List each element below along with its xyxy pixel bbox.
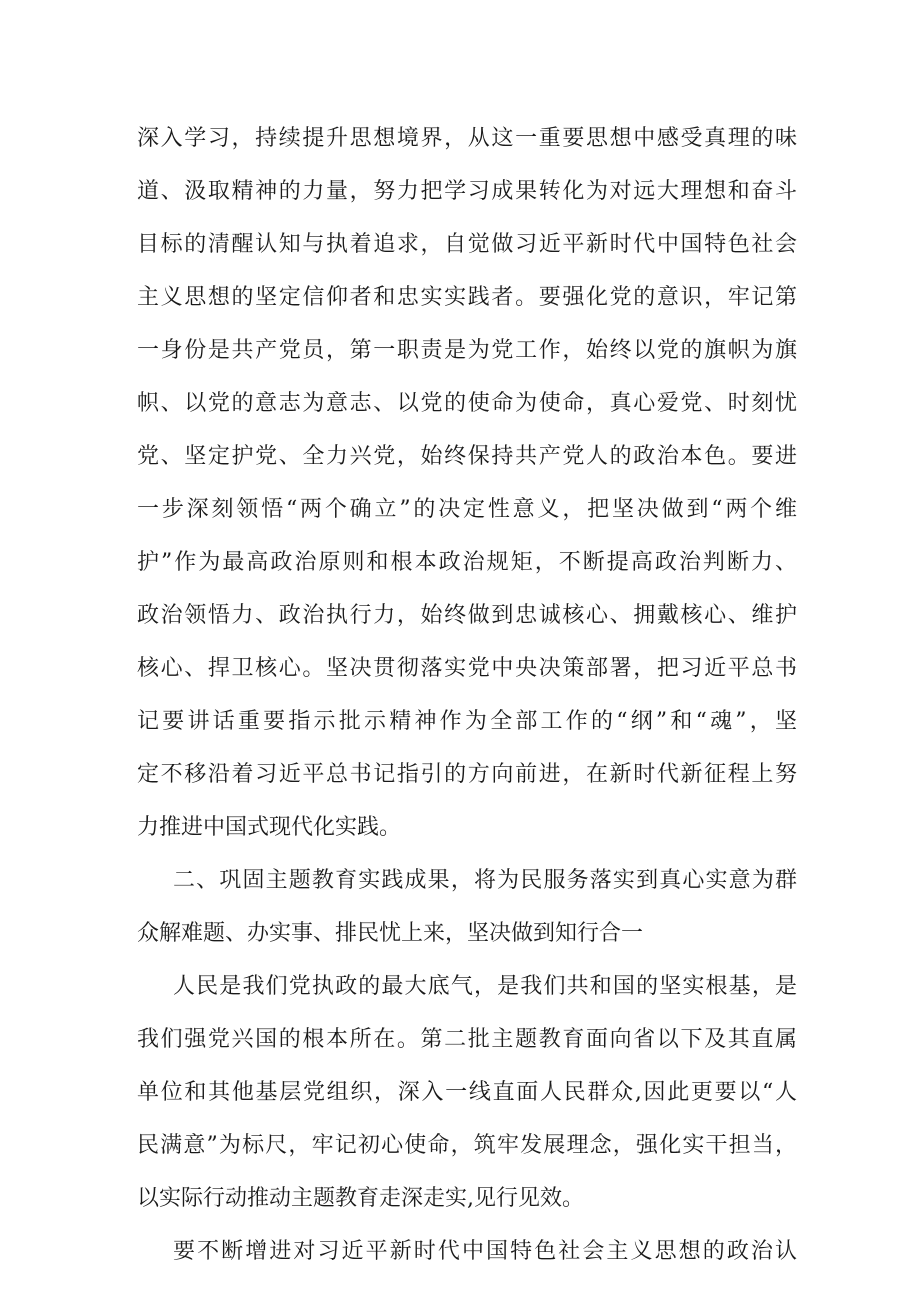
text-line: 我们强党兴国的根本所在。第二批主题教育面向省以下及其直属 (137, 1027, 797, 1052)
text-line: 核心、捍卫核心。坚决贯彻落实党中央决策部署，把习近平总书 (137, 656, 797, 681)
text-line: 记要讲话重要指示批示精神作为全部工作的“纲”和“魂”，坚 (137, 709, 797, 734)
text-line: 护”作为最高政治原则和根本政治规矩，不断提高政治判断力、 (137, 550, 797, 575)
text-line: 定不移沿着习近平总书记指引的方向前进，在新时代新征程上努 (137, 762, 797, 787)
text-line: 一身份是共产党员，第一职责是为党工作，始终以党的旗帜为旗 (137, 338, 797, 363)
text-line: 深入学习，持续提升思想境界，从这一重要思想中感受真理的味 (137, 126, 797, 151)
text-line: 人民是我们党执政的最大底气，是我们共和国的坚实根基，是 (173, 974, 797, 999)
text-line: 单位和其他基层党组织，深入一线直面人民群众,因此更要以“人 (137, 1080, 797, 1105)
text-line: 以实际行动推动主题教育走深走实,见行见效。 (137, 1186, 584, 1211)
text-line: 道、汲取精神的力量，努力把学习成果转化为对远大理想和奋斗 (137, 179, 797, 204)
text-line: 要不断增进对习近平新时代中国特色社会主义思想的政治认 (173, 1239, 797, 1264)
text-line: 党、坚定护党、全力兴党，始终保持共产党人的政治本色。要进 (137, 444, 797, 469)
text-line: 政治领悟力、政治执行力，始终做到忠诚核心、拥戴核心、维护 (137, 603, 797, 628)
section-heading-line: 二、巩固主题教育实践成果，将为民服务落实到真心实意为群 (173, 868, 797, 893)
section-heading-line: 众解难题、办实事、排民忧上来，坚决做到知行合一 (137, 921, 644, 946)
text-line: 民满意”为标尺，牢记初心使命，筑牢发展理念，强化实干担当， (137, 1133, 797, 1158)
text-line: 主义思想的坚定信仰者和忠实实践者。要强化党的意识，牢记第 (137, 285, 797, 310)
text-line: 帜、以党的意志为意志、以党的使命为使命，真心爱党、时刻忧 (137, 391, 797, 416)
text-line: 目标的清醒认知与执着追求，自觉做习近平新时代中国特色社会 (137, 232, 797, 257)
text-line: 力推进中国式现代化实践。 (137, 815, 402, 840)
text-line: 一步深刻领悟“两个确立”的决定性意义，把坚决做到“两个维 (137, 497, 797, 522)
body-text (137, 112, 797, 1278)
